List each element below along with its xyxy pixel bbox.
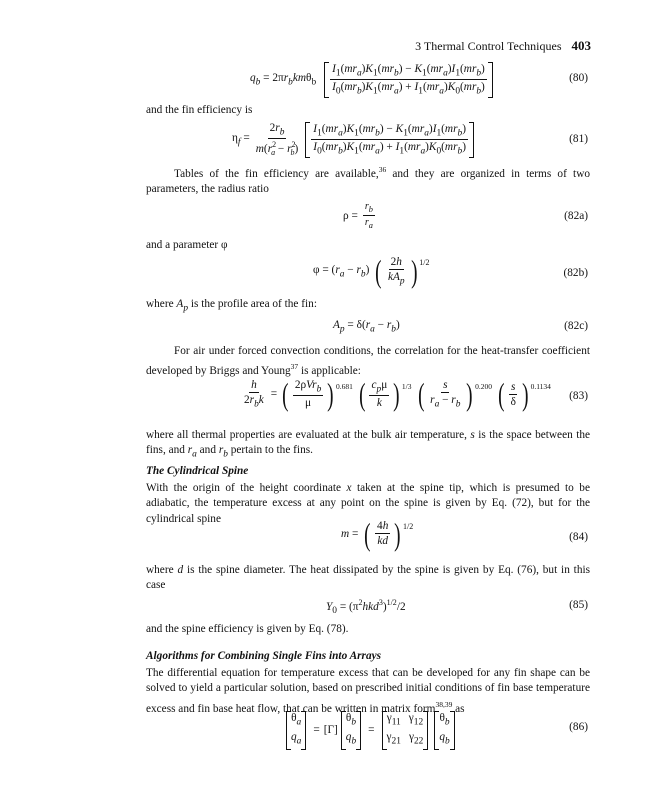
eq-number-82b: (82b) bbox=[563, 267, 588, 279]
equation-82a: ρ = $\frac{r_b}{r_a}$ bbox=[343, 201, 373, 230]
forced-convection-paragraph: For air under forced convection conditions, the correlation for the heat-transfer coefficient developed by Briggs and Young$^{37}$ is applicable: bbox=[146, 345, 590, 378]
eq-number-82a: (82a) bbox=[564, 210, 588, 222]
spine-efficiency-line: and the spine efficiency is given by Eq. (78). bbox=[146, 623, 349, 635]
equation-82c: $A_p = \delta(r_a - r_b)$ bbox=[333, 319, 400, 335]
fin-efficiency-intro: and the fin efficiency is bbox=[146, 104, 253, 116]
eq-number-85: (85) bbox=[569, 599, 588, 611]
equation-85: $Y_0 = (\pi^2hkd^3)^{1/2}/2$ bbox=[326, 598, 406, 617]
header-title: 3 Thermal Control Techniques bbox=[415, 39, 562, 53]
eq-number-80: (80) bbox=[569, 72, 588, 84]
eq-number-83: (83) bbox=[569, 390, 588, 402]
profile-area-line: where $A_p$ is the profile area of the fin: bbox=[146, 298, 317, 314]
eq-number-84: (84) bbox=[569, 531, 588, 543]
eq-number-82c: (82c) bbox=[564, 320, 588, 332]
algorithms-paragraph: The differential equation for temperature excess that can be developed for any fin shape can be solved to yield a particular solution, based on prescribed initial conditions of fin base temperature excess and fin base heat flow, that can be written in matrix form$^{38,39}$ as bbox=[146, 667, 590, 715]
spine-diameter-paragraph: where d is the spine diameter. The heat dissipated by the spine is given by Eq. (76), but in this case bbox=[146, 564, 591, 592]
page-number: 403 bbox=[571, 38, 591, 53]
equation-80: $q_b = 2\pi r_bkm\theta_b$ $I_1(mr_a)K_1(mr_b) - K_1(mr_a)I_1(mr_b)$ $I_0(mr_b)K_1(mr_a) + I_1(mr_a)K_0(mr_b)$ bbox=[250, 62, 496, 98]
cylindrical-spine-heading: The Cylindrical Spine bbox=[146, 465, 249, 477]
eq-number-86: (86) bbox=[569, 721, 588, 733]
eq-number-81: (81) bbox=[569, 133, 588, 145]
equation-81: $\eta_f$ = $\frac{2r_b}{m(r^2_a - r^2_b)}$ $I_1(mr_a)K_1(mr_b) - K_1(mr_a)I_1(mr_b)$ $I_0(mr_b)K_1(mr_a) + I_1(mr_a)K_0(mr_b)$ bbox=[232, 122, 477, 158]
eq80-denominator: $I_0(mr_b)K_1(mr_a) + I_1(mr_a)K_0(mr_b)$ bbox=[332, 81, 485, 97]
tables-paragraph: Tables of the fin efficiency are available,$^{36}$ and they are organized in terms of two parameters, the radius ratio bbox=[146, 165, 590, 196]
equation-84: m = ( $\frac{4h}{kd}$ ) 1/2 bbox=[341, 515, 414, 552]
equation-83: $\frac{h}{2r_bk}$ = ( $\frac{2\rho Vr_b}{\mu}$ ) 0.681 ( $\frac{c_p\mu}{k}$ ) 1/3 ( $\frac{s}{r_a - r_b}$ ) 0.200 ( $\frac{s}{\delta}$ ) 0.1134 bbox=[244, 376, 551, 413]
cylindrical-spine-paragraph: With the origin of the height coordinate x taken at the spine tip, which is presumed to be adiabatic, the temperature excess at any point on the spine is given by Eq. (72), but for the cylindrical spine bbox=[146, 482, 590, 525]
parameter-phi-line: and a parameter φ bbox=[146, 239, 228, 251]
running-header bbox=[415, 38, 591, 54]
equation-86: $\theta_a$ $q_a$ = [Γ] $\theta_b$ $q_b$ = $\gamma_{11}$ $\gamma_{12}$ $\gamma_{21}$ $\gamma_{22}$ $\theta_b$ $q_b$ bbox=[283, 711, 458, 750]
algorithms-heading: Algorithms for Combining Single Fins into Arrays bbox=[146, 650, 382, 662]
thermal-properties-paragraph: where all thermal properties are evaluated at the bulk air temperature, s is the space between the fins, and $r_a$ and $r_b$ pertain to the fins. bbox=[146, 429, 590, 460]
eq80-numerator: $I_1(mr_a)K_1(mr_b) - K_1(mr_a)I_1(mr_b)$ bbox=[332, 63, 485, 79]
equation-82b: $\varphi = (r_a - r_b)$ ( $\frac{2h}{kA_p}$ ) 1/2 bbox=[313, 253, 430, 290]
